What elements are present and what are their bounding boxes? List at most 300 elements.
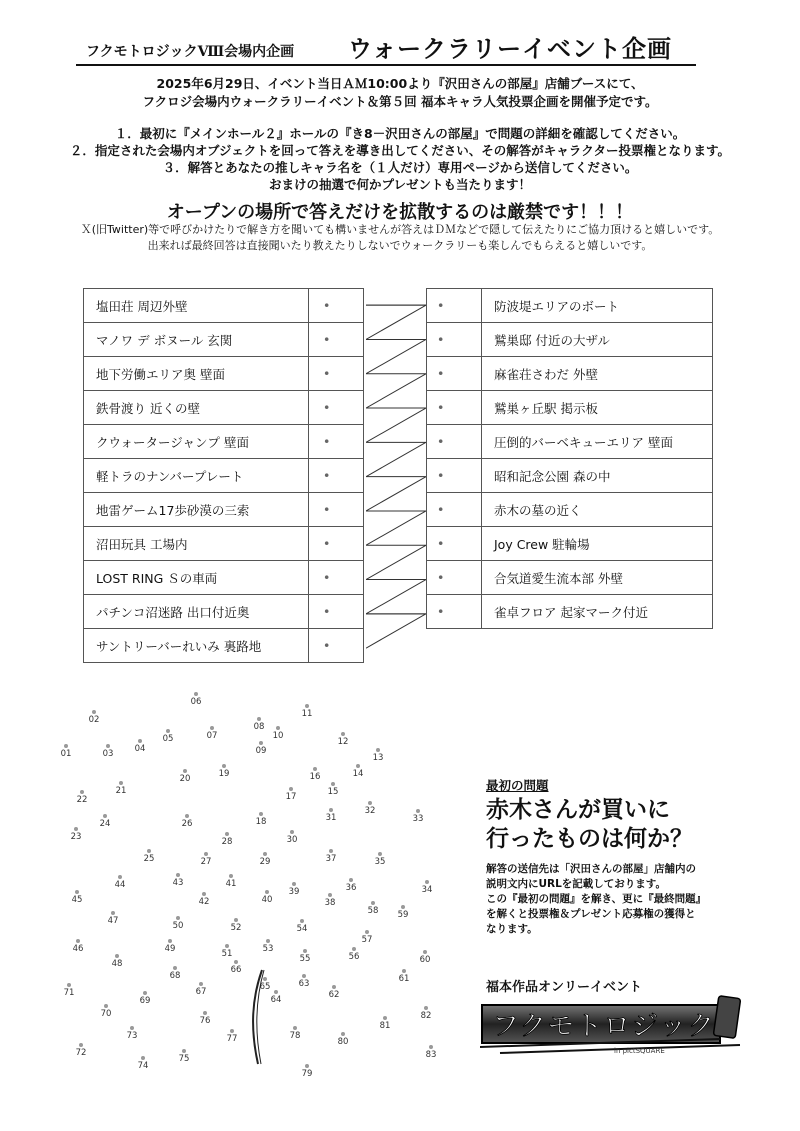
page-title: ウォークラリーイベント企画: [348, 34, 673, 63]
puzzle-dot-mark: [356, 764, 360, 768]
puzzle-dot-mark: [313, 767, 317, 771]
puzzle-dot-number: 15: [327, 787, 339, 797]
puzzle-dot-mark: [74, 827, 78, 831]
puzzle-dot-mark: [303, 949, 307, 953]
puzzle-dot-mark: [173, 966, 177, 970]
puzzle-dot-mark: [234, 960, 238, 964]
puzzle-dot-mark: [376, 748, 380, 752]
puzzle-dot-mark: [166, 729, 170, 733]
puzzle-dot-number: 61: [398, 974, 410, 984]
puzzle-dot: [200, 726, 224, 741]
puzzle-dot-mark: [183, 769, 187, 773]
puzzle-dot-mark: [349, 878, 353, 882]
puzzle-dot-number: 29: [259, 857, 271, 867]
puzzle-dot: [361, 901, 385, 916]
puzzle-dot: [391, 905, 415, 920]
right-item-row: [427, 595, 713, 629]
puzzle-dot: [173, 769, 197, 784]
puzzle-dot-mark: [259, 741, 263, 745]
intro-line-2: フクロジ会場内ウォークラリーイベント＆第５回 福本キャラ人気投票企画を開催予定です。: [142, 94, 658, 109]
right-location-table: [426, 288, 713, 629]
puzzle-dot-number: 17: [285, 792, 297, 802]
intro-line-1: 2025年6月29日、イベント当日ＡＭ10:00より『沢田さんの部屋』店舗ブースにて、: [156, 76, 644, 91]
puzzle-dot-number: 24: [99, 819, 111, 829]
puzzle-dot-number: 20: [179, 774, 191, 784]
right-item-row: [427, 425, 713, 459]
question-line-1: 赤木さんが買いに: [486, 797, 670, 823]
left-item-row: [84, 289, 364, 323]
right-item-row: [427, 289, 713, 323]
puzzle-dot-number: 67: [195, 987, 207, 997]
left-item-row: [84, 595, 364, 629]
puzzle-dot-mark: [259, 812, 263, 816]
puzzle-dot-number: 27: [200, 857, 212, 867]
right-item-dot: •: [427, 493, 482, 527]
puzzle-dot-mark: [402, 969, 406, 973]
puzzle-dot: [358, 801, 382, 816]
puzzle-dot-number: 01: [60, 749, 72, 759]
puzzle-dot-mark: [230, 1029, 234, 1033]
puzzle-dot: [105, 954, 129, 969]
puzzle-dot-number: 65: [259, 982, 271, 992]
puzzle-dot-number: 39: [288, 887, 300, 897]
puzzle-dot-number: 56: [348, 952, 360, 962]
puzzle-dot-number: 21: [115, 786, 127, 796]
puzzle-dot-mark: [210, 726, 214, 730]
puzzle-dot-mark: [329, 849, 333, 853]
dot-puzzle-stroke: [248, 968, 278, 1068]
puzzle-dot-number: 26: [181, 819, 193, 829]
puzzle-dot: [322, 985, 346, 1000]
puzzle-dot: [166, 916, 190, 931]
puzzle-dot-mark: [75, 890, 79, 894]
instruction-line: 解答の送信先は「沢田さんの部屋」店舗内の: [486, 863, 696, 875]
left-item-dot: •: [309, 493, 364, 527]
puzzle-dot-mark: [143, 991, 147, 995]
puzzle-dot-number: 57: [361, 935, 373, 945]
note-line-2: 出来れば最終回答は直接聞いたり教えたりしないでウォークラリーも楽しんでもらえると嬉しいです。: [147, 239, 653, 252]
puzzle-dot-mark: [76, 939, 80, 943]
instruction-line: 説明文内にURLを記載しております。: [486, 878, 666, 890]
puzzle-dot-number: 22: [76, 795, 88, 805]
puzzle-dot: [279, 787, 303, 802]
puzzle-dot: [224, 918, 248, 933]
puzzle-dot: [342, 947, 366, 962]
puzzle-dot-number: 66: [230, 965, 242, 975]
left-item-dot: •: [309, 629, 364, 663]
puzzle-dot: [220, 1029, 244, 1044]
left-item-label: 沼田玩具 工場内: [84, 527, 309, 561]
puzzle-dot-mark: [371, 901, 375, 905]
logo-subtitle: in pictSQUARE: [614, 1047, 665, 1055]
puzzle-dot-mark: [119, 781, 123, 785]
question-instructions: [486, 862, 706, 937]
puzzle-dot-number: 83: [425, 1050, 437, 1060]
puzzle-dot-number: 06: [190, 697, 202, 707]
right-item-dot: •: [427, 289, 482, 323]
puzzle-dot-number: 03: [102, 749, 114, 759]
puzzle-dot-number: 79: [301, 1069, 313, 1079]
puzzle-dot-mark: [185, 814, 189, 818]
puzzle-dot-number: 64: [270, 995, 282, 1005]
left-item-row: [84, 357, 364, 391]
puzzle-dot-mark: [115, 954, 119, 958]
puzzle-dot: [224, 960, 248, 975]
puzzle-dot-mark: [79, 1043, 83, 1047]
puzzle-dot: [172, 1049, 196, 1064]
puzzle-dot: [137, 849, 161, 864]
puzzle-dot-number: 08: [253, 722, 265, 732]
puzzle-dot-mark: [329, 808, 333, 812]
note-line-1: Ｘ(旧Twitter)等で呼びかけたりで解き方を聞いても構いませんが答えはＤＭなどで隠して伝えたりにご協力頂けると嬉しいです。: [80, 223, 720, 236]
puzzle-dot: [184, 692, 208, 707]
puzzle-dot-mark: [290, 830, 294, 834]
puzzle-dot: [158, 939, 182, 954]
puzzle-dot-mark: [138, 739, 142, 743]
left-item-row: [84, 527, 364, 561]
puzzle-dot-mark: [276, 726, 280, 730]
puzzle-dot-number: 33: [412, 814, 424, 824]
puzzle-dot-mark: [130, 1026, 134, 1030]
right-item-dot: •: [427, 323, 482, 357]
event-logo: [480, 995, 742, 1055]
puzzle-dot: [156, 729, 180, 744]
puzzle-dot-number: 38: [324, 898, 336, 908]
puzzle-dot-mark: [300, 919, 304, 923]
puzzle-dot-number: 18: [255, 817, 267, 827]
puzzle-dot-mark: [383, 1016, 387, 1020]
puzzle-dot: [194, 852, 218, 867]
puzzle-dot-number: 75: [178, 1054, 190, 1064]
puzzle-dot: [373, 1016, 397, 1031]
puzzle-dot: [215, 944, 239, 959]
step-1: １．最初に『メインホール２』ホールの『き8－沢田さんの部屋』で問題の詳細を確認してください。: [114, 126, 686, 141]
puzzle-dot-number: 36: [345, 883, 357, 893]
puzzle-dot: [295, 704, 319, 719]
puzzle-dot-number: 76: [199, 1016, 211, 1026]
puzzle-dot-number: 50: [172, 921, 184, 931]
warning-text: オープンの場所で答えだけを拡散するのは厳禁です！！！: [166, 202, 634, 223]
puzzle-dot-mark: [257, 717, 261, 721]
puzzle-dot-number: 05: [162, 734, 174, 744]
puzzle-dot-number: 59: [397, 910, 409, 920]
puzzle-dot: [65, 890, 89, 905]
question-label: 最初の問題: [486, 778, 549, 793]
left-item-label: クウォータージャンプ 壁面: [84, 425, 309, 459]
puzzle-dot-mark: [80, 790, 84, 794]
left-item-row: [84, 323, 364, 357]
puzzle-dot-number: 34: [421, 885, 433, 895]
left-item-dot: •: [309, 323, 364, 357]
puzzle-dot-mark: [202, 892, 206, 896]
puzzle-dot: [290, 919, 314, 934]
right-item-label: 圧倒的バーベキューエリア 壁面: [482, 425, 713, 459]
puzzle-dot-mark: [67, 983, 71, 987]
puzzle-dot-mark: [293, 1026, 297, 1030]
puzzle-dot-mark: [225, 944, 229, 948]
right-item-dot: •: [427, 561, 482, 595]
right-item-dot: •: [427, 459, 482, 493]
puzzle-dot-number: 35: [374, 857, 386, 867]
puzzle-dot-number: 68: [169, 971, 181, 981]
puzzle-dot-number: 73: [126, 1031, 138, 1041]
puzzle-dot-mark: [199, 982, 203, 986]
puzzle-dot-number: 19: [218, 769, 230, 779]
puzzle-dot-mark: [429, 1045, 433, 1049]
puzzle-dot: [133, 991, 157, 1006]
puzzle-dot-mark: [225, 832, 229, 836]
right-item-label: 合気道愛生流本部 外壁: [482, 561, 713, 595]
puzzle-dot-number: 43: [172, 878, 184, 888]
puzzle-dot: [413, 950, 437, 965]
puzzle-dot: [57, 983, 81, 998]
question-text: [486, 796, 693, 854]
puzzle-dot: [368, 852, 392, 867]
puzzle-dot-number: 77: [226, 1034, 238, 1044]
logo-caption: 福本作品オンリーイベント: [486, 980, 643, 995]
puzzle-dot: [108, 875, 132, 890]
puzzle-dot-mark: [92, 710, 96, 714]
puzzle-dot-mark: [118, 875, 122, 879]
puzzle-dot-mark: [352, 947, 356, 951]
puzzle-dot: [96, 744, 120, 759]
right-item-row: [427, 459, 713, 493]
puzzle-dot: [128, 739, 152, 754]
puzzle-dot: [219, 874, 243, 889]
puzzle-dot-mark: [103, 814, 107, 818]
right-item-label: 麻雀荘さわだ 外壁: [482, 357, 713, 391]
puzzle-dot-number: 44: [114, 880, 126, 890]
left-item-row: [84, 561, 364, 595]
puzzle-dot: [120, 1026, 144, 1041]
puzzle-dot-mark: [328, 893, 332, 897]
page-header: [76, 34, 696, 66]
puzzle-dot: [295, 1064, 319, 1079]
step-2: ２．指定された会場内オブジェクトを回って答えを導き出してください、その解答がキャラクター投票権となります。: [69, 143, 731, 158]
puzzle-dot: [339, 878, 363, 893]
puzzle-dot-mark: [106, 744, 110, 748]
puzzle-dot: [82, 710, 106, 725]
puzzle-dot-mark: [341, 1032, 345, 1036]
left-item-dot: •: [309, 595, 364, 629]
puzzle-dot: [189, 982, 213, 997]
instruction-line: を解くと投票権＆プレゼント応募権の獲得と: [486, 908, 696, 920]
puzzle-dot-mark: [331, 782, 335, 786]
puzzle-dot-mark: [203, 1011, 207, 1015]
puzzle-dot: [193, 1011, 217, 1026]
puzzle-dot: [406, 809, 430, 824]
puzzle-dot-number: 49: [164, 944, 176, 954]
puzzle-dot-number: 04: [134, 744, 146, 754]
puzzle-dot: [253, 852, 277, 867]
puzzle-dot: [292, 974, 316, 989]
right-item-label: 昭和記念公園 森の中: [482, 459, 713, 493]
puzzle-dot: [69, 1043, 93, 1058]
puzzle-dot: [319, 849, 343, 864]
puzzle-dot-mark: [423, 950, 427, 954]
puzzle-dot: [280, 830, 304, 845]
puzzle-dot-mark: [104, 1004, 108, 1008]
left-item-dot: •: [309, 527, 364, 561]
puzzle-dot-mark: [147, 849, 151, 853]
puzzle-dot-mark: [424, 1006, 428, 1010]
left-item-dot: •: [309, 459, 364, 493]
puzzle-dot-mark: [141, 1056, 145, 1060]
puzzle-dot-mark: [194, 692, 198, 696]
puzzle-dot-number: 78: [289, 1031, 301, 1041]
puzzle-dot: [192, 892, 216, 907]
right-item-dot: •: [427, 595, 482, 629]
left-item-row: [84, 391, 364, 425]
step-3: ３．解答とあなたの推しキャラ名を（１人だけ）専用ページから送信してください。: [162, 160, 638, 175]
puzzle-dot-mark: [341, 732, 345, 736]
puzzle-dot-number: 31: [325, 813, 337, 823]
puzzle-dot: [131, 1056, 155, 1071]
puzzle-dot-number: 54: [296, 924, 308, 934]
puzzle-dot: [321, 782, 345, 797]
puzzle-dot-number: 48: [111, 959, 123, 969]
puzzle-dot-number: 63: [298, 979, 310, 989]
left-item-label: 軽トラのナンバープレート: [84, 459, 309, 493]
puzzle-dot-number: 69: [139, 996, 151, 1006]
puzzle-dot: [415, 880, 439, 895]
left-item-dot: •: [309, 425, 364, 459]
puzzle-dot-number: 82: [420, 1011, 432, 1021]
puzzle-dot-number: 40: [261, 895, 273, 905]
puzzle-dot-number: 46: [72, 944, 84, 954]
right-item-label: 雀卓フロア 起家マーク付近: [482, 595, 713, 629]
puzzle-dot-number: 47: [107, 916, 119, 926]
puzzle-dot-number: 32: [364, 806, 376, 816]
puzzle-dot-number: 41: [225, 879, 237, 889]
right-item-row: [427, 323, 713, 357]
puzzle-dot-mark: [265, 890, 269, 894]
puzzle-dot-number: 60: [419, 955, 431, 965]
puzzle-dot-number: 71: [63, 988, 75, 998]
puzzle-dot-mark: [176, 916, 180, 920]
left-item-row: [84, 629, 364, 663]
puzzle-dot-mark: [416, 809, 420, 813]
puzzle-dot: [54, 744, 78, 759]
puzzle-dot: [94, 1004, 118, 1019]
right-item-dot: •: [427, 391, 482, 425]
puzzle-dot-number: 80: [337, 1037, 349, 1047]
puzzle-dot: [331, 732, 355, 747]
puzzle-dot-number: 81: [379, 1021, 391, 1031]
event-subtitle: フクモトロジックⅧ会場内企画: [86, 44, 295, 60]
question-line-2: 行ったものは何か？: [486, 826, 693, 852]
puzzle-dot: [419, 1045, 443, 1060]
puzzle-dot-number: 72: [75, 1048, 87, 1058]
puzzle-dot-number: 12: [337, 737, 349, 747]
puzzle-dot-number: 09: [255, 746, 267, 756]
left-item-row: [84, 425, 364, 459]
puzzle-dot-number: 42: [198, 897, 210, 907]
puzzle-dot-mark: [305, 1064, 309, 1068]
right-item-label: 鷲巣邸 付近の大ザル: [482, 323, 713, 357]
puzzle-dot-mark: [64, 744, 68, 748]
puzzle-dot: [266, 726, 290, 741]
puzzle-dot: [366, 748, 390, 763]
left-item-dot: •: [309, 289, 364, 323]
puzzle-dot-number: 07: [206, 731, 218, 741]
right-item-row: [427, 357, 713, 391]
puzzle-dot-mark: [425, 880, 429, 884]
puzzle-dot-mark: [368, 801, 372, 805]
puzzle-dot-mark: [111, 911, 115, 915]
puzzle-dot: [101, 911, 125, 926]
right-item-dot: •: [427, 357, 482, 391]
left-item-dot: •: [309, 391, 364, 425]
left-item-label: 鉄骨渡り 近くの壁: [84, 391, 309, 425]
puzzle-dot: [414, 1006, 438, 1021]
puzzle-dot: [109, 781, 133, 796]
logo-text: フクモトロジック: [492, 1011, 716, 1042]
left-item-label: 塩田荘 周辺外壁: [84, 289, 309, 323]
puzzle-dot: [346, 764, 370, 779]
puzzle-dot-number: 28: [221, 837, 233, 847]
puzzle-dot-number: 53: [262, 944, 274, 954]
connector-lines: [366, 288, 426, 668]
right-item-row: [427, 493, 713, 527]
left-item-label: LOST RING Ｓの車両: [84, 561, 309, 595]
puzzle-dot-number: 52: [230, 923, 242, 933]
puzzle-dot-mark: [204, 852, 208, 856]
right-item-row: [427, 391, 713, 425]
right-item-row: [427, 527, 713, 561]
puzzle-dot-mark: [302, 974, 306, 978]
right-item-dot: •: [427, 425, 482, 459]
puzzle-dot-number: 70: [100, 1009, 112, 1019]
puzzle-dot-mark: [292, 882, 296, 886]
right-item-row: [427, 561, 713, 595]
puzzle-dot: [256, 939, 280, 954]
puzzle-dot-number: 13: [372, 753, 384, 763]
right-item-dot: •: [427, 527, 482, 561]
puzzle-dot-mark: [168, 939, 172, 943]
puzzle-dot-mark: [234, 918, 238, 922]
puzzle-dot: [331, 1032, 355, 1047]
puzzle-dot: [64, 827, 88, 842]
puzzle-dot-mark: [289, 787, 293, 791]
puzzle-dot: [255, 890, 279, 905]
instruction-line: この『最初の問題』を解き、更に『最終問題』: [486, 893, 707, 905]
puzzle-dot: [249, 741, 273, 756]
left-item-row: [84, 493, 364, 527]
puzzle-dot: [166, 873, 190, 888]
left-item-dot: •: [309, 357, 364, 391]
right-item-label: 赤木の墓の近く: [482, 493, 713, 527]
puzzle-dot-number: 23: [70, 832, 82, 842]
step-bonus: おまけの抽選で何かプレゼントも当たります！: [268, 177, 531, 192]
puzzle-dot: [215, 832, 239, 847]
puzzle-dot-mark: [229, 874, 233, 878]
right-item-label: Joy Crew 駐輪場: [482, 527, 713, 561]
puzzle-dot-number: 25: [143, 854, 155, 864]
puzzle-dot-number: 74: [137, 1061, 149, 1071]
puzzle-dot-mark: [222, 764, 226, 768]
puzzle-dot: [66, 939, 90, 954]
puzzle-dot: [318, 893, 342, 908]
left-item-label: サントリーバーれいみ 裏路地: [84, 629, 309, 663]
puzzle-dot-number: 11: [301, 709, 313, 719]
puzzle-dot: [70, 790, 94, 805]
left-location-table: [83, 288, 364, 663]
puzzle-dot-number: 02: [88, 715, 100, 725]
puzzle-dot-mark: [378, 852, 382, 856]
puzzle-dot: [93, 814, 117, 829]
puzzle-dot: [282, 882, 306, 897]
